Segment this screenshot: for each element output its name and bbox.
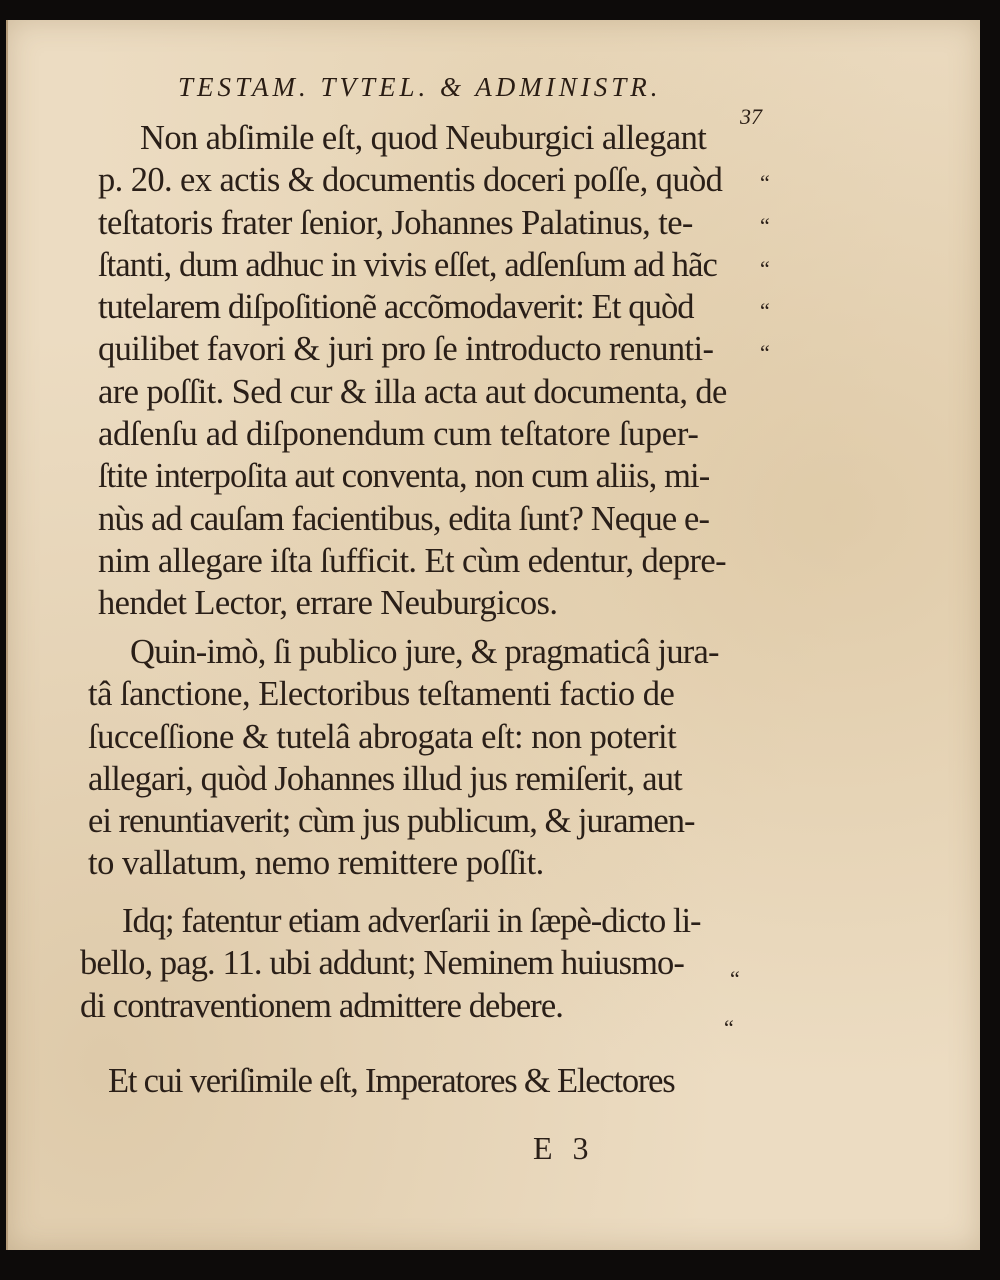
quote-mark: “ [760,170,770,195]
text-line: Idq; fatentur etiam adverſarii in ſæpè-dicto li- [122,902,701,940]
signature-mark: E 3 [533,1130,595,1166]
paragraph-3 [80,900,701,1027]
text-line: tutelarem diſpoſitionẽ accõmodaverit: Et quòd [98,288,694,327]
text-line: allegari, quòd Johannes illud jus remiſerit, aut [88,759,682,798]
paragraph-2 [88,631,719,885]
text-line: Et cui veriſimile eſt, Imperatores & Electores [108,1062,675,1100]
text-line: teſtatoris frater ſenior, Johannes Palatinus, te- [98,203,693,242]
text-line: bello, pag. 11. ubi addunt; Neminem huiusmo- [80,944,684,983]
text-line: di contraventionem admittere debere. [80,986,563,1025]
text-line: are poſſit. Sed cur & illa acta aut documenta, de [98,372,727,411]
text-line: ſtite interpoſita aut conventa, non cum aliis, mi- [98,457,710,496]
text-line: p. 20. ex actis & documentis doceri poſſe, quòd [98,161,723,200]
paragraph-1 [98,117,727,625]
quote-mark: “ [730,966,740,991]
book-page [6,20,980,1250]
text-line: ſtanti, dum adhuc in vivis eſſet, adſenſum ad hãc [98,245,717,284]
text-line: Quin-imò, ſi publico jure, & pragmaticâ jura- [130,633,719,671]
text-line: ei renuntiaverit; cùm jus publicum, & juramen- [88,802,695,841]
text-line: nim allegare iſta ſufficit. Et cùm edentur, depre- [98,541,727,580]
quote-mark: “ [760,256,770,281]
paragraph-4 [108,1060,675,1102]
text-line: quilibet favori & juri pro ſe introducto renunti- [98,330,714,369]
page-number: 37 [740,104,762,129]
quote-mark: “ [760,298,770,323]
running-head: TESTAM. TVTEL. & ADMINISTR. [178,72,662,102]
text-line: tâ ſanctione, Electoribus teſtamenti factio de [88,675,675,714]
quote-mark: “ [760,340,770,365]
text-line: to vallatum, nemo remittere poſſit. [88,844,544,883]
text-line: adſenſu ad diſponendum cum teſtatore ſuper- [98,415,699,454]
text-line: ſucceſſione & tutelâ abrogata eſt: non poterit [88,717,677,756]
text-line: nùs ad cauſam facientibus, edita ſunt? Neque e- [98,499,710,538]
quote-mark: “ [760,213,770,238]
text-line: Non abſimile eſt, quod Neuburgici allegant [140,119,707,157]
quote-mark: “ [724,1015,734,1040]
text-line: hendet Lector, errare Neuburgicos. [98,584,558,623]
